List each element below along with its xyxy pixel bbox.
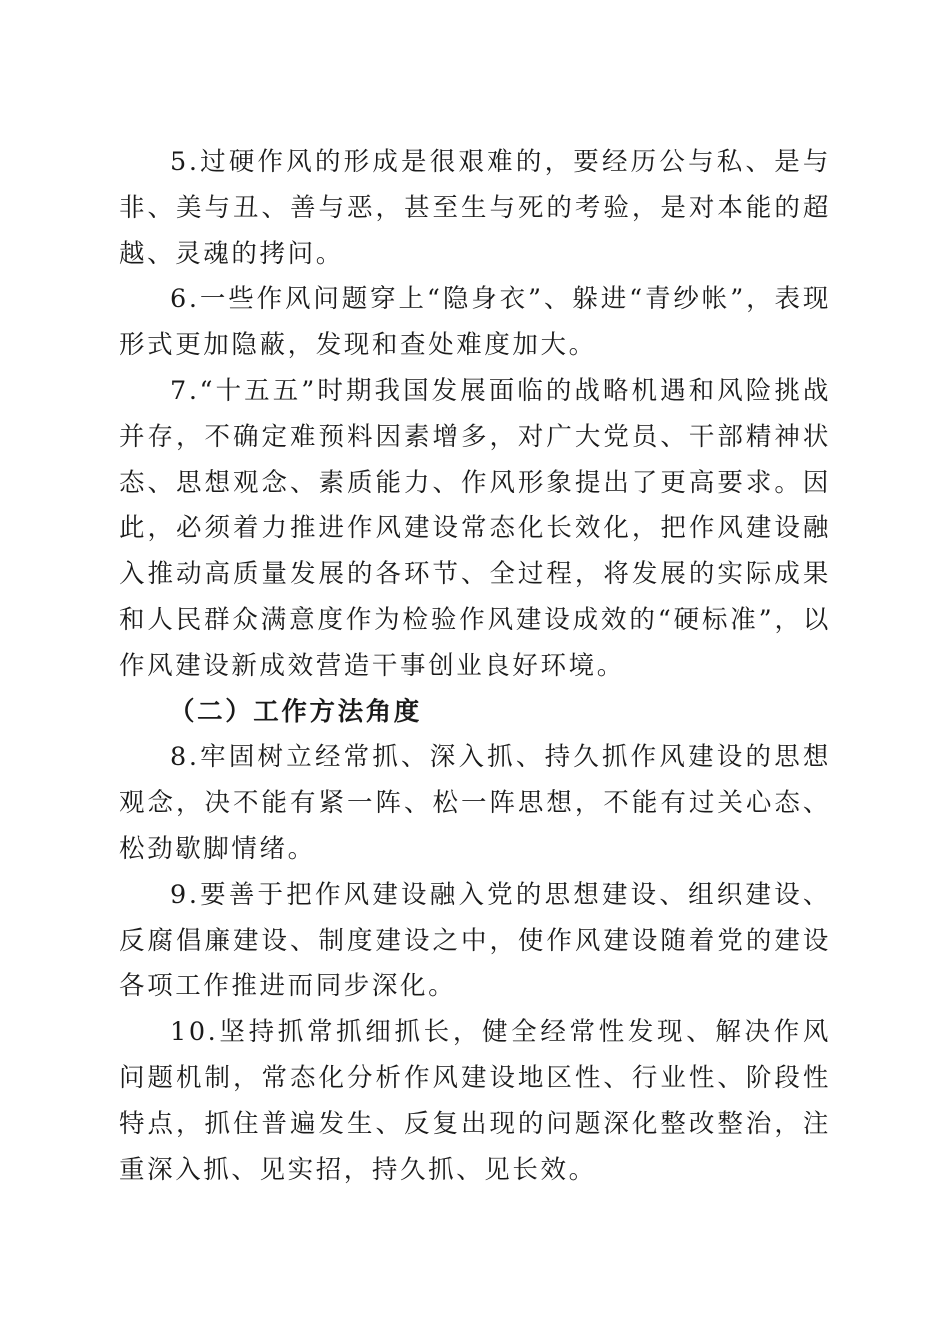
item-number: 6. [170,284,200,315]
item-text: 要善于把作风建设融入党的思想建设、组织建设、反腐倡廉建设、制度建设之中，使作风建设随着党的建设各项工作推进而同步深化。 [119,879,831,1002]
item-text: 一些作风问题穿上“隐身衣”、躲进“青纱帐”，表现形式更加隐蔽，发现和查处难度加大。 [119,284,831,361]
paragraph-item-8 [119,735,831,872]
item-text: “十五五”时期我国发展面临的战略机遇和风险挑战并存，不确定难预料因素增多，对广大党员、干部精神状态、思想观念、素质能力、作风形象提出了更高要求。因此，必须着力推进作风建设常态化长效化，把作风建设融入推动高质量发展的各环节、全过程，将发展的实际成果和人民群众满意度作为检验作风建设成效的“硬标准”，以作风建设新成效营造干事创业良好环境。 [119,375,831,681]
item-number: 7. [170,375,200,406]
item-text: 牢固树立经常抓、深入抓、持久抓作风建设的思想观念，决不能有紧一阵、松一阵思想，不能有过关心态、松劲歇脚情绪。 [119,742,831,864]
item-number: 9. [170,879,200,910]
item-number: 8. [170,742,200,773]
item-number: 5. [170,147,200,177]
item-text: 坚持抓常抓细抓长，健全经常性发现、解决作风问题机制，常态化分析作风建设地区性、行业性、阶段性特点，抓住普遍发生、反复出现的问题深化整改整治，注重深入抓、见实招，持久抓、见长效。 [119,1017,831,1185]
document-body [119,140,831,1193]
paragraph-item-5 [119,140,831,277]
paragraph-item-9 [119,873,831,1010]
paragraph-item-7 [119,369,831,690]
section-heading: （二）工作方法角度 [169,696,422,727]
paragraph-item-10 [119,1010,831,1193]
item-text: 过硬作风的形成是很艰难的，要经历公与私、是与非、美与丑、善与恶，甚至生与死的考验，是对本能的超越、灵魂的拷问。 [119,147,831,269]
paragraph-item-6 [119,277,831,369]
item-number: 10. [170,1017,219,1048]
